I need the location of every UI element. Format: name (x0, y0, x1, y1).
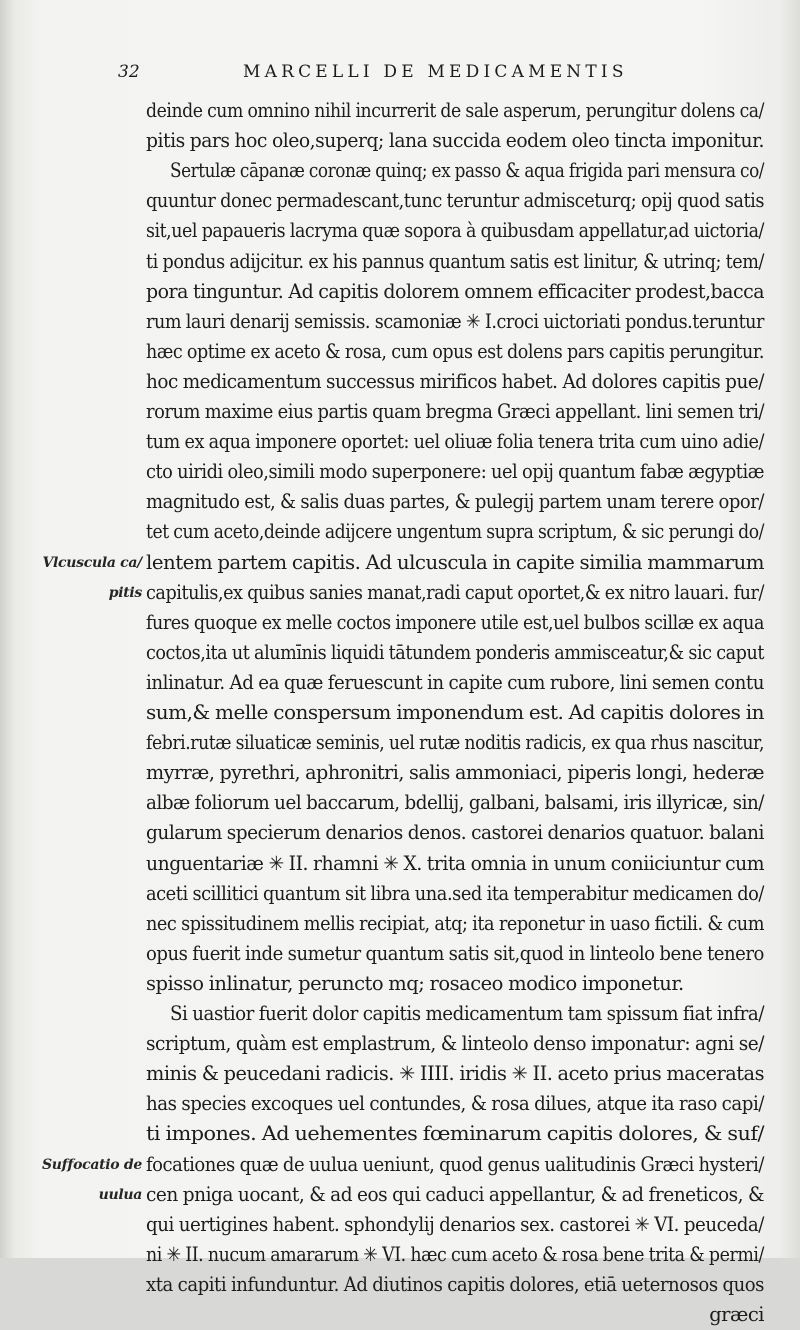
text-line (0, 1270, 800, 1300)
line-text: rorum maxime eius partis quam bregma Græci appellant. lini semen tri/ (146, 400, 765, 423)
line-text: focationes quæ de uulua ueniunt, quod genus ualitudinis Græci hysteri/ (146, 1152, 765, 1176)
line-text: hoc medicamentum successus mirificos habet. Ad dolores capitis pue/ (146, 369, 764, 393)
text-line (0, 397, 800, 427)
page-number: 32 (118, 62, 140, 82)
text-line (0, 1180, 800, 1210)
text-line (0, 788, 800, 818)
text-line (0, 457, 800, 487)
line-text: pora tinguntur. Ad capitis dolorem omnem efficaciter prodest,bacca (146, 279, 765, 303)
line-text: xta capiti infunduntur. Ad diutinos capitis dolores, etiā ueternosos quos (146, 1272, 765, 1296)
line-text: scriptum, quàm est emplastrum, & linteolo denso imponatur: agni se/ (146, 1032, 765, 1056)
line-text: inlinatur. Ad ea quæ feruescunt in capite cum rubore, lini semen contu (146, 670, 765, 694)
line-text: tum ex aqua imponere oportet: uel oliuæ folia tenera trita cum uino adie/ (146, 430, 765, 454)
text-line (0, 879, 800, 909)
text-line (0, 698, 800, 728)
text-line (0, 668, 800, 698)
marginal-note: Suffocatio de (41, 1156, 142, 1173)
text-line (0, 156, 800, 186)
text-line (0, 969, 800, 999)
line-text: has species excoques uel contundes, & rosa dilues, atque ita raso capi/ (146, 1092, 764, 1116)
text-line (0, 517, 800, 547)
text-line (0, 216, 800, 246)
text-line (0, 96, 800, 126)
line-text: deinde cum omnino nihil incurrerit de sale asperum, perungitur dolens ca/ (146, 99, 765, 122)
running-head: MARCELLI DE MEDICAMENTIS (243, 62, 628, 82)
line-text: cen pniga uocant, & ad eos qui caduci appellantur, & ad freneticos, & (146, 1182, 765, 1206)
line-text: nec spissitudinem mellis recipiat, atq; ita reponetur in uaso fictili. & cum (146, 911, 765, 935)
text-line (0, 427, 800, 457)
line-text: spisso inlinatur, peruncto mq; rosaceo modico imponetur. (146, 971, 684, 995)
line-text: myrræ, pyrethri, aphronitri, salis ammoniaci, piperis longi, hederæ (146, 761, 765, 785)
text-line (0, 367, 800, 397)
catchword: græci (709, 1303, 764, 1326)
text-line (0, 999, 800, 1029)
marginal-note: Vlcuscula ca/ (42, 554, 142, 571)
text-line (0, 1210, 800, 1240)
page-header (0, 62, 800, 88)
line-text: opus fuerit inde sumetur quantum satis sit,quod in linteolo bene tenero (146, 941, 764, 965)
line-text: gularum specierum denarios denos. castorei denarios quatuor. balani (146, 821, 764, 845)
text-line (0, 578, 800, 608)
text-line (0, 728, 800, 758)
text-line (0, 1300, 800, 1330)
line-text: coctos,ita ut alumīnis liquidi tātundem ponderis ammisceatur,& sic caput (146, 640, 764, 664)
line-text: hæc optime ex aceto & rosa, cum opus est dolens pars capitis perungitur. (146, 339, 764, 363)
marginal-note: pitis (108, 584, 142, 601)
line-text: ti impones. Ad uehementes fœminarum capitis dolores, & suf/ (146, 1122, 764, 1146)
text-line (0, 487, 800, 517)
text-line (0, 126, 800, 156)
line-text: aceti scillitici quantum sit libra una.sed ita temperabitur medicamen do/ (146, 881, 764, 905)
line-text: lentem partem capitis. Ad ulcuscula in capite similia mammarum (146, 550, 764, 574)
line-text: tet cum aceto,deinde adijcere ungentum supra scriptum, & sic perungi do/ (146, 520, 764, 544)
line-text: pitis pars hoc oleo,superq; lana succida eodem oleo tincta imponitur. (146, 129, 764, 153)
line-text: Sertulæ cāpanæ coronæ quinq; ex passo & aqua frigida pari mensura co/ (170, 159, 765, 183)
line-text: ti pondus adijcitur. ex his pannus quantum satis est linitur, & utrinq; tem/ (146, 249, 764, 273)
line-text: sum,& melle conspersum imponendum est. Ad capitis dolores in (146, 701, 764, 724)
line-text: capitulis,ex quibus sanies manat,radi caput oportet,& ex nitro lauari. fur/ (146, 580, 764, 604)
line-text: ni ✳ II. nucum amararum ✳ VI. hæc cum aceto & rosa bene trita & permi/ (146, 1242, 764, 1266)
line-text: magnitudo est, & salis duas partes, & pulegij partem unam terere opor/ (146, 490, 765, 514)
line-text: minis & peucedani radicis. ✳ IIII. iridis ✳ II. aceto prius maceratas (146, 1062, 765, 1086)
text-line (0, 337, 800, 367)
text-line (0, 1240, 800, 1270)
text-line (0, 1089, 800, 1119)
text-line (0, 277, 800, 307)
text-line (0, 909, 800, 939)
line-text: unguentariæ ✳ II. rhamni ✳ X. trita omnia in unum coniiciuntur cum (146, 851, 765, 875)
text-line (0, 548, 800, 578)
line-text: cto uiridi oleo,simili modo superponere: uel opij quantum fabæ ægyptiæ (146, 460, 764, 484)
text-line (0, 186, 800, 216)
text-line (0, 1059, 800, 1089)
text-line (0, 608, 800, 638)
text-line (0, 638, 800, 668)
text-line (0, 758, 800, 788)
marginal-note: uulua (98, 1186, 142, 1203)
text-line (0, 1029, 800, 1059)
text-line (0, 849, 800, 879)
text-line (0, 1150, 800, 1180)
line-text: Si uastior fuerit dolor capitis medicamentum tam spissum fiat infra/ (170, 1002, 764, 1025)
line-text: febri.rutæ siluaticæ seminis, uel rutæ noditis radicis, ex qua rhus nascitur, (146, 731, 765, 755)
text-line (0, 307, 800, 337)
text-line (0, 939, 800, 969)
line-text: fures quoque ex melle coctos imponere utile est,uel bulbos scillæ ex aqua (146, 610, 764, 634)
text-line (0, 1119, 800, 1149)
line-text: albæ foliorum uel baccarum, bdellij, galbani, balsami, iris illyricæ, sin/ (146, 791, 764, 815)
text-line (0, 247, 800, 277)
line-text: qui uertigines habent. sphondylij denarios sex. castorei ✳ VI. peuceda/ (146, 1212, 764, 1236)
line-text: sit,uel papaueris lacryma quæ sopora à quibusdam appellatur,ad uictoria/ (146, 219, 764, 243)
line-text: rum lauri denarij semissis. scamoniæ ✳ I.croci uictoriati pondus.teruntur (146, 309, 765, 333)
text-line (0, 818, 800, 848)
line-text: quuntur donec permadescant,tunc teruntur admisceturq; opij quod satis (146, 189, 765, 213)
